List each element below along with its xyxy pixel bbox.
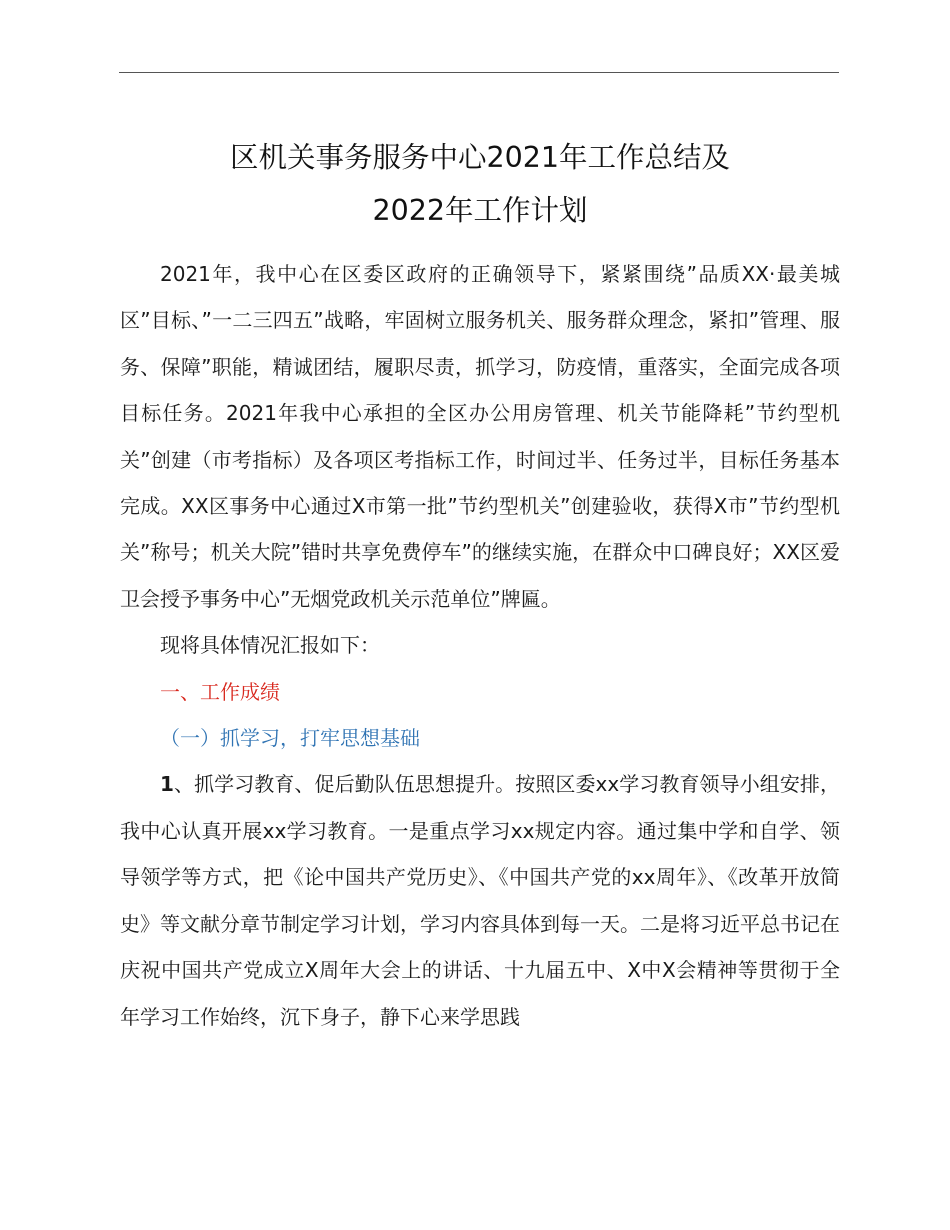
- section-heading: 一、工作成绩: [160, 679, 280, 704]
- header-rule: [119, 72, 839, 73]
- item-number: 1: [160, 772, 174, 797]
- subsection-heading: （一）抓学习，打牢思想基础: [160, 726, 420, 751]
- report-intro: 现将具体情况汇报如下：: [160, 633, 380, 658]
- document-body: [120, 251, 840, 1040]
- intro-paragraph: 2021年，我中心在区委区政府的正确领导下，紧紧围绕”品质XX·最美城区”目标、”一二三四五”战略，牢固树立服务机关、服务群众理念，紧扣”管理、服务、保障”职能，精诚团结，履职尽责，抓学习，防疫情，重落实，全面完成各项目标任务。2021年我中心承担的全区办公用房管理、机关节能降耗”节约型机关”创建（市考指标）及各项区考指标工作，时间过半、任务过半，目标任务基本完成。XX区事务中心通过X市第一批”节约型机关”创建验收，获得X市”节约型机关”称号；机关大院”错时共享免费停车”的继续实施，在群众中口碑良好；XX区爱卫会授予事务中心”无烟党政机关示范单位”牌匾。: [120, 262, 840, 611]
- item-paragraph: [120, 761, 840, 1039]
- document-title: [110, 131, 850, 237]
- title-line-1: 区机关事务服务中心2021年工作总结及: [229, 141, 731, 174]
- item-text: 、抓学习教育、促后勤队伍思想提升。按照区委xx学习教育领导小组安排，我中心认真开展xx学习教育。一是重点学习xx规定内容。通过集中学和自学、领导领学等方式，把《论中国共产党历史》、《中国共产党的xx周年》、《改革开放简史》等文献分章节制定学习计划，学习内容具体到每一天。二是将习近平总书记在庆祝中国共产党成立X周年大会上的讲话、十九届五中、X中X会精神等贯彻于全年学习工作始终，沉下身子，静下心来学思践: [120, 772, 840, 1029]
- title-line-2: 2022年工作计划: [372, 194, 588, 227]
